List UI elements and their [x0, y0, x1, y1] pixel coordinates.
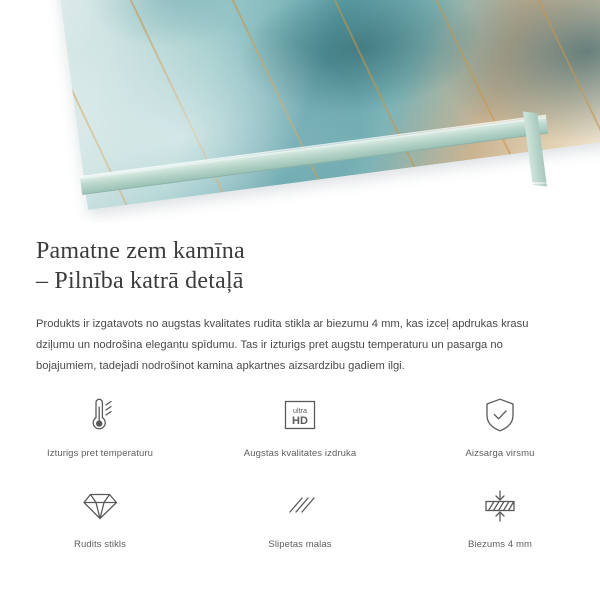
sparkle-icon	[532, 186, 566, 214]
feature-label: Aizsarga virsmu	[465, 448, 535, 459]
feature-label: Augstas kvalitates izdruka	[243, 448, 357, 459]
product-description: Produkts ir izgatavots no augstas kvalitates rudita stikla ar biezumu 4 mm, kas izceļ apdrukas krasu dziļumu un nodrošina elegantu spīdumu. Tas ir izturigs pret augstu temperaturu un pasarga no bojajumiem, tadejadi nodrošinot kamina apkartnes aizsardzibu gadiem ilgi.	[36, 318, 529, 372]
thermometer-icon	[77, 392, 123, 438]
ultra-hd-icon	[277, 392, 323, 438]
feature-label: Slipetas malas	[268, 539, 332, 550]
feature-item-tempered-glass	[0, 483, 200, 550]
shield-check-icon	[477, 392, 523, 438]
feature-item-temperature	[0, 392, 200, 459]
feature-item-surface-protection	[400, 392, 600, 459]
page-title-line-1: Pamatne zem kamīna	[36, 238, 245, 264]
feature-label: Biezums 4 mm	[467, 539, 533, 550]
svg-text:ultra: ultra	[293, 406, 307, 415]
page-title-line-2: – Pilnība katrā detaļā	[36, 268, 244, 294]
hero-image	[0, 0, 600, 222]
content-block	[0, 222, 600, 377]
feature-item-polished-edges	[200, 483, 400, 550]
page-title	[0, 222, 600, 296]
sparkle-icon	[472, 190, 494, 208]
feature-grid	[0, 392, 600, 550]
feature-label: Izturigs pret temperaturu	[47, 448, 153, 459]
polished-edges-icon	[277, 483, 323, 529]
thickness-icon	[477, 483, 523, 529]
feature-item-thickness	[400, 483, 600, 550]
diamond-icon	[77, 483, 123, 529]
feature-item-print-quality	[200, 392, 400, 459]
hero-image-inner	[0, 0, 600, 222]
svg-text:HD: HD	[292, 415, 308, 427]
feature-label: Rudits stikls	[74, 539, 126, 550]
sparkle-icon	[498, 160, 556, 206]
